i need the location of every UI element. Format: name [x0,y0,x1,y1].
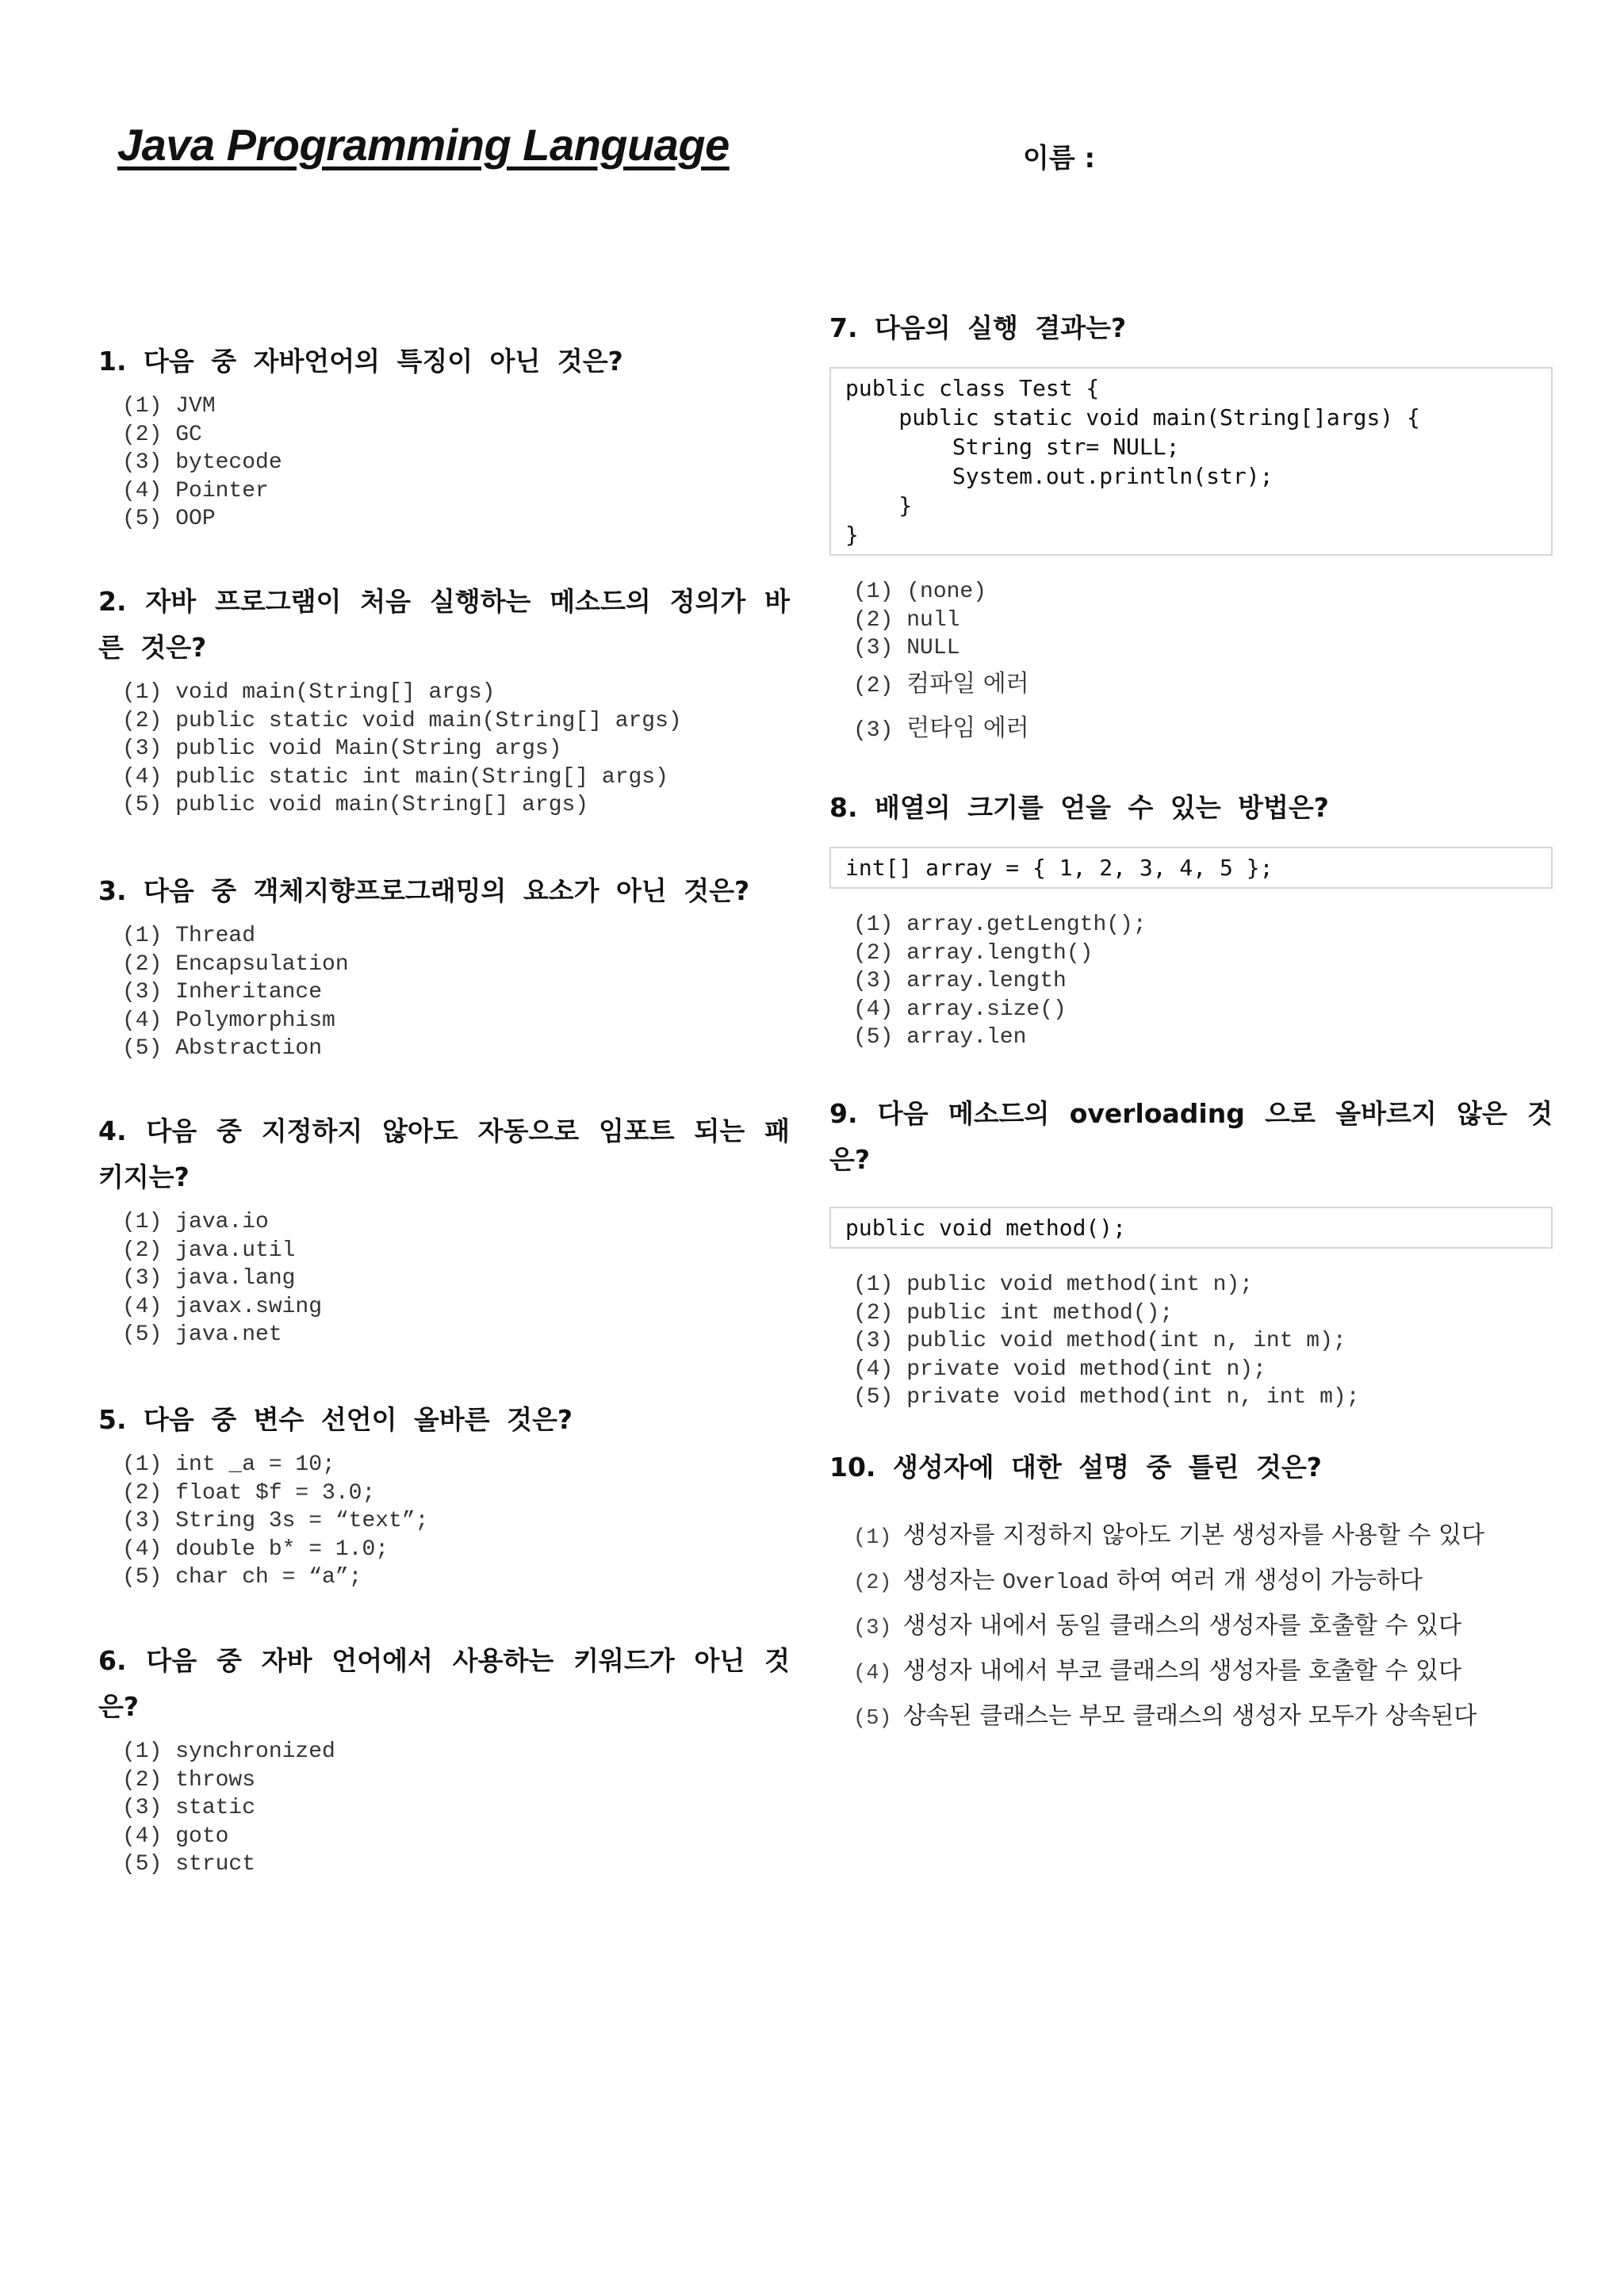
option: (5) array.len [853,1025,1027,1050]
option-text: 컴파일 에러 [906,669,1029,698]
option: (1) array.getLength(); [853,913,1147,937]
question-10-options [829,1514,1553,1740]
option-text: 생성자 내에서 부코 클래스의 생성자를 호출할 수 있다 [902,1657,1461,1685]
question-1 [98,339,790,534]
question-8-options [829,911,1553,1052]
option-text: 생성자는 [902,1567,1003,1594]
option: (1) void main(String[] args) [122,680,496,705]
option: (5) java.net [122,1322,282,1347]
option: (2) GC [122,422,202,447]
option-number: (1) [853,1526,892,1550]
option-text: 런타임 에러 [906,714,1029,742]
option: (2) null [853,607,960,633]
option [853,1559,1553,1605]
option: (2) Encapsulation [122,951,349,977]
document-title: Java Programming Language [117,120,730,170]
option: (5) Abstraction [122,1036,323,1061]
option: (3) public void method(int n, int m); [853,1329,1346,1353]
question-7-options [829,578,1553,663]
option-number: (3) [853,718,894,743]
question-7-options-ko [829,663,1553,752]
question-9-options [829,1271,1553,1412]
option-number: (3) [853,1617,892,1640]
option: (3) public void Main(String args) [122,737,562,761]
question-7-title: 7. 다음의 실행 결과는? [829,312,1127,343]
option [853,707,1553,752]
option: (2) array.length() [853,940,1094,966]
option: (3) NULL [853,636,960,660]
code-line: public class Test { [845,375,1100,401]
option: (5) struct [122,1852,256,1877]
option: (1) JVM [122,394,216,419]
question-6 [98,1638,790,1879]
option: (2) java.util [122,1238,296,1263]
option: (2) public static void main(String[] args) [122,708,682,733]
question-3 [98,868,790,1063]
name-field-label: 이름 : [1023,143,1096,174]
question-2 [98,579,790,820]
question-9-code-block [829,1207,1553,1249]
code-line: int[] array = { 1, 2, 3, 4, 5 }; [845,855,1274,881]
option-number: (2) [853,673,894,698]
option-text: 생성자를 지정하지 않아도 기본 생성자를 사용할 수 있다 [902,1521,1484,1549]
question-5-options [98,1451,790,1592]
code-line: String str= NULL; [845,434,1180,460]
option: (1) java.io [122,1210,269,1234]
option: (4) Polymorphism [122,1008,335,1033]
option: (3) java.lang [122,1266,296,1291]
option: (3) static [122,1796,256,1820]
question-5 [98,1397,790,1592]
question-10 [829,1445,1553,1740]
option [853,1695,1553,1740]
option: (3) bytecode [122,450,282,475]
option: (3) array.length [853,969,1067,993]
option-text: 상속된 클래스는 부모 클래스의 생성자 모두가 상속된다 [902,1702,1477,1730]
question-3-options [98,922,790,1063]
question-8 [829,785,1553,1052]
option: (4) javax.swing [122,1294,323,1319]
option: (4) array.size() [853,997,1067,1022]
option: (2) throws [122,1767,256,1793]
question-6-title: 6. 다음 중 자바 언어에서 사용하는 키워드가 아닌 것은? [98,1645,790,1722]
option: (3) String 3s = “text”; [122,1509,429,1533]
question-2-title: 2. 자바 프로그램이 처음 실행하는 메소드의 정의가 바른 것은? [98,586,790,663]
option: (4) goto [122,1823,229,1849]
option [853,1650,1553,1695]
option: (1) public void method(int n); [853,1272,1254,1297]
question-8-title: 8. 배열의 크기를 얻을 수 있는 방법은? [829,792,1329,823]
question-2-options [98,679,790,820]
option-number: (4) [853,1662,892,1686]
code-line: System.out.println(str); [845,463,1274,489]
option [853,1514,1553,1559]
code-line: } [845,522,859,548]
question-7-code-block [829,367,1553,556]
option [853,663,1553,707]
option: (4) public static int main(String[] args) [122,764,668,790]
question-4 [98,1108,790,1349]
code-line: public void method(); [845,1215,1127,1241]
option: (4) Pointer [122,478,269,503]
option-code-term: Overload [1002,1571,1109,1595]
code-line: public static void main(String[]args) { [845,404,1420,430]
code-line: } [845,492,913,519]
option: (5) public void main(String[] args) [122,793,589,817]
question-9 [829,1091,1553,1412]
question-1-title: 1. 다음 중 자바언어의 특징이 아닌 것은? [98,346,623,377]
option: (4) private void method(int n); [853,1357,1266,1382]
option: (1) (none) [853,580,987,604]
option: (5) OOP [122,507,216,531]
option-number: (2) [853,1571,892,1595]
option: (1) Thread [122,924,256,948]
option: (1) synchronized [122,1739,335,1764]
option: (3) Inheritance [122,980,323,1004]
question-6-options [98,1738,790,1879]
option [853,1605,1553,1650]
option: (5) private void method(int n, int m); [853,1385,1360,1410]
question-1-options [98,392,790,534]
question-10-title: 10. 생성자에 대한 설명 중 틀린 것은? [829,1452,1322,1483]
option: (4) double b* = 1.0; [122,1536,389,1562]
option-text: 생성자 내에서 동일 클래스의 생성자를 호출할 수 있다 [902,1612,1461,1640]
question-4-title: 4. 다음 중 지정하지 않아도 자동으로 임포트 되는 패키지는? [98,1115,790,1192]
question-4-options [98,1208,790,1349]
option: (1) int _a = 10; [122,1452,335,1477]
question-5-title: 5. 다음 중 변수 선언이 올바른 것은? [98,1404,573,1435]
question-8-code-block [829,847,1553,889]
question-7 [829,305,1553,752]
option: (2) public int method(); [853,1300,1174,1326]
option-number: (5) [853,1707,892,1731]
option-text: 하여 여러 개 생성이 가능하다 [1109,1567,1423,1594]
question-3-title: 3. 다음 중 객체지향프로그래밍의 요소가 아닌 것은? [98,875,750,906]
option: (2) float $f = 3.0; [122,1480,376,1506]
option: (5) char ch = “a”; [122,1565,362,1590]
question-9-title: 9. 다음 메소드의 overloading 으로 올바르지 않은 것은? [829,1098,1553,1175]
